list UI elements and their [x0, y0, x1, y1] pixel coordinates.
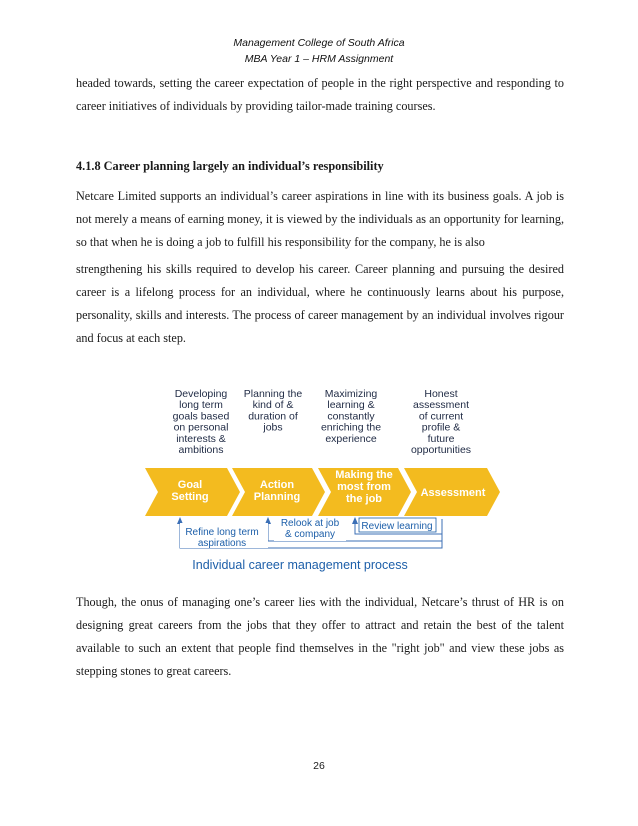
top-label-action-line: kind of &: [252, 399, 294, 412]
feedback-label-relook: [281, 518, 340, 540]
feedback-label-relook-line: Relook at job: [280, 518, 340, 529]
page-number: 26: [313, 760, 325, 772]
running-header-title: Management College of South Africa: [233, 37, 405, 49]
paragraph-conclusion: Though, the onus of managing one’s career lies with the individual, Netcare’s thrust of HR is on designing great careers from the jobs that they offer to attract and retain the best of the talent available to such an extent that people find themselves in the "right job" and view these jobs as stepping stones to great careers.: [76, 595, 564, 678]
top-label-job: [321, 388, 381, 445]
top-label-assessment-line: future: [427, 432, 455, 445]
top-label-assessment-line: opportunities: [410, 444, 472, 456]
paragraph-career-1: Netcare Limited supports an individual’s career aspirations in line with its business goals. A job is not merely a means of earning money, it is viewed by the individuals as an opportunity for learning, so that when he is doing a job to fulfill his responsibility for the company, he is also: [76, 189, 564, 249]
section-heading: 4.1.8 Career planning largely an individual’s responsibility: [76, 159, 384, 173]
top-label-goal-line: goals based: [172, 410, 230, 423]
top-label-job-line: Maximizing: [324, 388, 378, 400]
diagram-caption: Individual career management process: [192, 558, 408, 572]
step-label-job-line: most from: [337, 481, 391, 493]
top-label-job-line: enriching the: [320, 421, 382, 434]
top-label-goal: [173, 388, 230, 456]
feedback-label-relook-line: & company: [284, 529, 336, 540]
top-label-action-line: duration of: [248, 410, 298, 423]
paragraph-continuation: headed towards, setting the career expectation of people in the right perspective and responding to career initiatives of individuals by providing tailor-made training courses.: [76, 76, 564, 113]
career-process-svg: [140, 388, 500, 578]
step-label-job-line: Making the: [335, 469, 393, 481]
top-label-goal-line: long term: [179, 399, 223, 412]
top-label-goal-line: ambitions: [178, 444, 224, 456]
top-label-assessment-line: assessment: [412, 399, 470, 412]
top-label-job-line: constantly: [327, 410, 375, 423]
feedback-arrowhead-outer: [177, 517, 183, 524]
feedback-label-refine-line: aspirations: [197, 538, 247, 549]
career-process-diagram: [140, 388, 500, 583]
top-label-goal-line: on personal: [173, 421, 229, 434]
step-label-action-line: Planning: [253, 491, 301, 503]
feedback-label-refine-line: Refine long term: [185, 527, 259, 538]
top-label-action-line: Planning the: [243, 388, 303, 400]
top-label-action-line: jobs: [263, 421, 283, 434]
top-label-job-line: experience: [325, 432, 377, 445]
feedback-arrowhead-inner: [352, 517, 358, 524]
running-header-subtitle: MBA Year 1 – HRM Assignment: [244, 53, 394, 65]
feedback-label-review-line: Review learning: [361, 521, 433, 532]
top-label-assessment-line: Honest: [424, 388, 458, 400]
step-label-assessment: [421, 487, 486, 499]
feedback-arrowhead-middle: [265, 517, 271, 524]
step-label-assessment-line: Assessment: [420, 487, 486, 499]
top-label-job-line: learning &: [327, 399, 375, 412]
top-label-assessment: [411, 388, 471, 456]
top-label-assessment-line: profile &: [421, 421, 461, 434]
top-label-goal-line: Developing: [174, 388, 228, 400]
paragraph-career-2: strengthening his skills required to develop his career. Career planning and pursuing the desired career is a lifelong process for an individual, where he continuously learns about his purpose, personality, skills and interests. The process of career management by an individual involves rigour and focus at each step.: [76, 262, 564, 345]
step-label-goal-line: Goal: [177, 479, 203, 491]
step-label-goal-line: Setting: [171, 491, 209, 503]
top-label-goal-line: interests &: [176, 432, 226, 445]
top-label-assessment-line: of current: [418, 410, 464, 423]
step-label-job-line: the job: [345, 493, 383, 505]
top-label-action: [244, 388, 303, 434]
step-label-action-line: Action: [259, 479, 295, 491]
step-label-action: [254, 479, 300, 503]
feedback-label-review: [361, 521, 432, 532]
